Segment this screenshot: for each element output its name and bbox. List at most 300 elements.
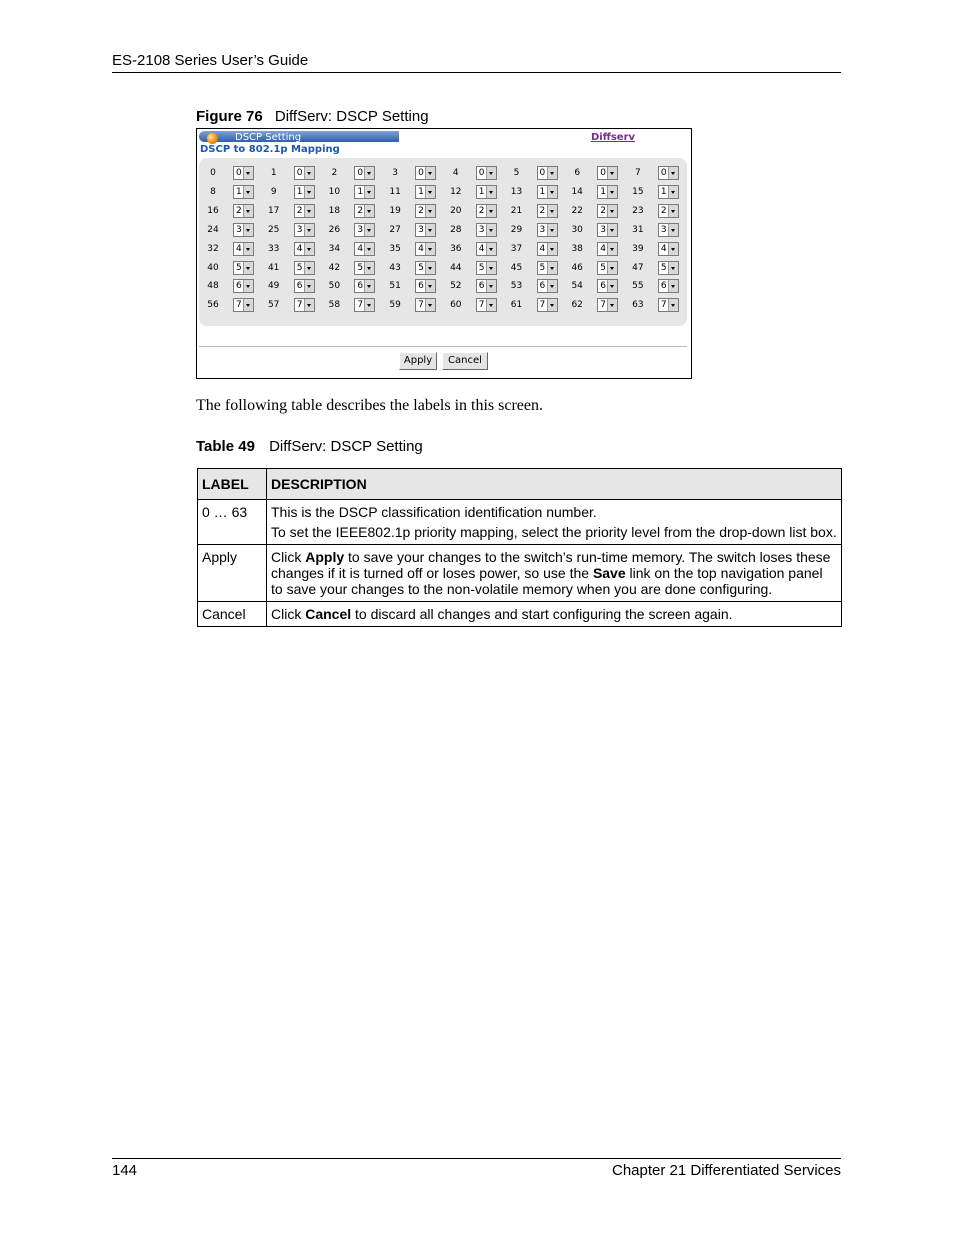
chevron-down-icon[interactable] [364,280,374,292]
dscp-number: 0 [210,168,216,178]
chevron-down-icon[interactable] [547,205,557,217]
priority-value: 7 [600,300,606,311]
priority-select[interactable] [537,166,558,180]
dscp-number: 29 [510,224,523,235]
text: Click [271,549,306,565]
priority-value: 2 [357,205,364,216]
priority-select[interactable] [294,166,315,180]
priority-select[interactable] [476,166,497,180]
dscp-number: 47 [632,262,644,273]
priority-select[interactable] [415,279,436,293]
dscp-number: 54 [571,281,583,292]
priority-select[interactable] [415,298,436,312]
priority-value: 5 [357,262,364,273]
priority-select[interactable] [294,298,315,312]
dscp-number: 57 [267,300,280,311]
priority-select[interactable] [294,279,315,293]
running-header: ES-2108 Series User’s Guide [112,52,309,69]
dscp-number: 10 [328,186,341,197]
dscp-number: 2 [331,168,338,178]
chevron-down-icon[interactable] [243,243,253,255]
chevron-down-icon[interactable] [243,186,253,198]
priority-select[interactable] [597,204,618,218]
priority-select[interactable] [294,185,315,199]
priority-value: 6 [478,281,485,292]
dscp-number: 20 [450,205,462,216]
priority-select[interactable] [658,298,679,312]
chevron-down-icon[interactable] [425,243,435,255]
diffserv-link[interactable]: Diffserv [591,132,636,143]
chevron-down-icon[interactable] [486,186,496,198]
priority-select[interactable] [233,242,254,256]
priority-value: 0 [539,168,546,178]
chevron-down-icon[interactable] [243,224,253,236]
priority-value: 7 [660,300,667,311]
intro-paragraph: The following table describes the labels in this screen. [196,397,544,414]
dscp-number: 63 [632,300,644,311]
dscp-number: 21 [510,205,523,216]
priority-value: 5 [660,262,667,273]
chevron-down-icon[interactable] [668,299,678,311]
priority-value: 3 [478,224,485,235]
table-row [198,500,842,545]
chevron-down-icon[interactable] [243,280,253,292]
priority-value: 3 [357,224,364,235]
priority-value: 6 [418,281,424,292]
chevron-down-icon[interactable] [364,186,374,198]
dscp-number: 44 [450,262,462,273]
priority-value: 7 [418,300,424,311]
priority-select[interactable] [476,261,497,275]
dscp-number: 32 [207,243,219,254]
chevron-down-icon[interactable] [668,243,678,255]
dscp-number: 1 [270,168,277,178]
priority-value: 1 [418,186,424,197]
dscp-number: 60 [450,300,462,311]
dscp-number: 19 [389,205,401,216]
row-label: Cancel [198,602,267,627]
priority-value: 4 [600,243,606,254]
dscp-number: 40 [207,262,219,273]
chevron-down-icon[interactable] [304,280,314,292]
priority-select[interactable] [294,242,315,256]
priority-value: 7 [357,300,364,311]
chevron-down-icon[interactable] [304,224,314,236]
priority-value: 1 [600,186,606,197]
dscp-number: 3 [392,168,398,178]
priority-value: 7 [478,300,485,311]
priority-select[interactable] [294,223,315,237]
chevron-down-icon[interactable] [607,280,617,292]
dscp-number: 39 [632,243,644,254]
priority-select[interactable] [294,261,315,275]
dscp-number: 36 [450,243,462,254]
chevron-down-icon[interactable] [364,243,374,255]
priority-select[interactable] [354,223,375,237]
table-row [198,545,842,602]
priority-select[interactable] [476,279,497,293]
chevron-down-icon[interactable] [668,262,678,274]
priority-value: 2 [660,205,667,216]
chevron-down-icon[interactable] [304,167,314,179]
chevron-down-icon[interactable] [486,280,496,292]
priority-value: 2 [236,205,242,216]
chevron-down-icon[interactable] [668,205,678,217]
priority-select[interactable] [597,279,618,293]
footer-rule [112,1158,841,1159]
priority-select[interactable] [658,261,679,275]
priority-value: 5 [600,262,606,273]
dscp-number: 35 [389,243,401,254]
chevron-down-icon[interactable] [547,280,557,292]
chevron-down-icon[interactable] [607,205,617,217]
priority-select[interactable] [658,166,679,180]
priority-value: 2 [418,205,424,216]
priority-select[interactable] [354,204,375,218]
priority-select[interactable] [233,279,254,293]
priority-value: 4 [478,243,485,254]
priority-select[interactable] [233,185,254,199]
table-row [198,602,842,627]
chevron-down-icon[interactable] [304,243,314,255]
priority-value: 6 [357,281,364,292]
priority-value: 5 [539,262,546,273]
priority-value: 5 [296,262,303,273]
dscp-number: 14 [571,186,583,197]
bold-term: Save [592,565,626,581]
chevron-down-icon[interactable] [243,299,253,311]
chevron-down-icon[interactable] [425,299,435,311]
chevron-down-icon[interactable] [668,224,678,236]
chevron-down-icon[interactable] [547,262,557,274]
priority-select[interactable] [233,298,254,312]
dscp-number: 23 [632,205,644,216]
chevron-down-icon[interactable] [304,205,314,217]
dscp-number: 34 [328,243,341,254]
priority-select[interactable] [354,279,375,293]
chevron-down-icon[interactable] [364,167,374,179]
dscp-number: 18 [328,205,341,216]
dscp-number: 15 [632,186,644,197]
priority-value: 4 [357,243,364,254]
priority-select[interactable] [658,223,679,237]
tab-title: DSCP Setting [235,132,302,143]
priority-value: 0 [236,168,242,178]
text: to save your changes to the switch’s run-time memory. The switch loses these changes if it is turned off or loses power, so use the [271,549,831,581]
priority-value: 2 [296,205,303,216]
priority-select[interactable] [354,261,375,275]
chevron-down-icon[interactable] [547,186,557,198]
priority-select[interactable] [233,166,254,180]
dscp-number: 17 [267,205,280,216]
priority-select[interactable] [658,242,679,256]
chevron-down-icon[interactable] [547,243,557,255]
dscp-number: 59 [389,300,401,311]
priority-value: 7 [539,300,546,311]
dscp-number: 9 [270,186,277,197]
page-number: 144 [112,1162,138,1179]
priority-select[interactable] [658,279,679,293]
priority-select[interactable] [476,185,497,199]
description-column-header: DESCRIPTION [267,469,842,500]
table-label: Table 49 [196,438,255,455]
screen-subtitle: DSCP to 802.1p Mapping [200,144,340,155]
chevron-down-icon[interactable] [607,186,617,198]
priority-select[interactable] [415,261,436,275]
priority-value: 1 [296,186,303,197]
text: link on the top navigation panel to save your changes to the non-volatile memory when you are done configuring. [271,565,823,597]
priority-value: 1 [357,186,364,197]
dscp-number: 31 [632,224,644,235]
chevron-down-icon[interactable] [425,186,435,198]
priority-value: 6 [296,281,303,292]
priority-select[interactable] [537,223,558,237]
chevron-down-icon[interactable] [425,262,435,274]
chevron-down-icon[interactable] [364,224,374,236]
header-rule [112,72,841,73]
priority-select[interactable] [233,204,254,218]
dscp-number: 33 [267,243,280,254]
priority-select[interactable] [354,298,375,312]
dscp-number: 48 [207,281,219,292]
row-label: 0 … 63 [198,500,267,545]
chevron-down-icon[interactable] [364,299,374,311]
priority-value: 5 [478,262,485,273]
priority-select[interactable] [597,298,618,312]
chevron-down-icon[interactable] [364,205,374,217]
priority-select[interactable] [233,223,254,237]
dscp-number: 46 [571,262,583,273]
dscp-number: 28 [450,224,462,235]
priority-select[interactable] [597,185,618,199]
priority-value: 0 [296,168,303,178]
chevron-down-icon[interactable] [243,262,253,274]
priority-value: 5 [236,262,242,273]
priority-value: 5 [418,262,424,273]
priority-select[interactable] [537,261,558,275]
priority-value: 0 [357,168,364,178]
priority-value: 7 [296,300,303,311]
row-description [267,545,842,602]
dscp-number: 58 [328,300,341,311]
row-label: Apply [198,545,267,602]
description-line: To set the IEEE802.1p priority mapping, select the priority level from the drop-down list box. [271,524,837,540]
chevron-down-icon[interactable] [425,205,435,217]
chevron-down-icon[interactable] [607,167,617,179]
dscp-number: 37 [510,243,523,254]
dscp-number: 16 [207,205,219,216]
dscp-number: 6 [574,168,581,178]
chevron-down-icon[interactable] [425,280,435,292]
chevron-down-icon[interactable] [304,186,314,198]
priority-value: 0 [418,168,424,178]
priority-select[interactable] [597,242,618,256]
priority-select[interactable] [597,223,618,237]
priority-value: 2 [478,205,485,216]
description-line: This is the DSCP classification identification number. [271,504,597,520]
dscp-number: 42 [328,262,341,273]
dscp-number: 53 [510,281,523,292]
priority-value: 3 [660,224,667,235]
priority-select[interactable] [597,166,618,180]
priority-select[interactable] [537,279,558,293]
chevron-down-icon[interactable] [243,205,253,217]
priority-select[interactable] [294,204,315,218]
priority-value: 4 [418,243,424,254]
chevron-down-icon[interactable] [547,224,557,236]
table-caption [196,438,423,455]
priority-value: 0 [600,168,606,178]
priority-value: 4 [660,243,667,254]
dscp-number: 61 [510,300,523,311]
priority-select[interactable] [415,166,436,180]
table-header-row [198,469,842,500]
chevron-down-icon[interactable] [486,224,496,236]
priority-value: 2 [600,205,606,216]
dscp-number: 51 [389,281,401,292]
chevron-down-icon[interactable] [486,299,496,311]
dscp-number: 41 [267,262,280,273]
chevron-down-icon[interactable] [607,224,617,236]
mapping-grid [199,158,687,326]
chevron-down-icon[interactable] [607,299,617,311]
dscp-setting-screen [196,128,692,379]
figure-caption [196,108,429,125]
dscp-number: 50 [328,281,341,292]
priority-value: 6 [600,281,606,292]
figure-title: DiffServ: DSCP Setting [274,108,429,125]
priority-select[interactable] [537,242,558,256]
priority-select[interactable] [537,298,558,312]
text: Click [271,606,306,622]
dscp-number: 26 [328,224,341,235]
row-description [267,500,842,545]
table-title: DiffServ: DSCP Setting [269,438,423,455]
priority-value: 6 [236,281,242,292]
priority-select[interactable] [537,185,558,199]
row-description [267,602,842,627]
priority-value: 0 [660,168,667,178]
priority-value: 1 [236,186,242,197]
dscp-number: 49 [267,281,280,292]
dscp-number: 38 [571,243,583,254]
priority-value: 0 [478,168,485,178]
priority-value: 3 [539,224,546,235]
priority-select[interactable] [476,298,497,312]
dscp-number: 22 [571,205,583,216]
chevron-down-icon[interactable] [547,167,557,179]
bold-term: Apply [305,549,345,565]
chevron-down-icon[interactable] [486,167,496,179]
dscp-number: 56 [207,300,219,311]
priority-select[interactable] [354,242,375,256]
chevron-down-icon[interactable] [668,186,678,198]
priority-select[interactable] [415,223,436,237]
chevron-down-icon[interactable] [607,262,617,274]
priority-select[interactable] [476,223,497,237]
dscp-number: 8 [210,186,216,197]
priority-value: 3 [296,224,303,235]
figure-label: Figure 76 [196,108,263,125]
screen-divider [199,346,687,347]
dscp-number: 7 [635,168,641,178]
dscp-number: 5 [513,168,520,178]
chevron-down-icon[interactable] [425,224,435,236]
orb-icon [207,133,218,144]
priority-select[interactable] [354,166,375,180]
priority-select[interactable] [415,204,436,218]
priority-value: 6 [660,281,667,292]
chevron-down-icon[interactable] [304,299,314,311]
screen-tab [199,131,399,142]
chevron-down-icon[interactable] [668,280,678,292]
priority-select[interactable] [597,261,618,275]
priority-value: 3 [600,224,606,235]
dscp-number: 24 [207,224,219,235]
chevron-down-icon[interactable] [486,262,496,274]
priority-select[interactable] [233,261,254,275]
priority-value: 1 [539,186,546,197]
priority-value: 1 [478,186,485,197]
dscp-number: 13 [510,186,523,197]
chevron-down-icon[interactable] [486,205,496,217]
chevron-down-icon[interactable] [486,243,496,255]
dscp-number: 45 [510,262,523,273]
priority-select[interactable] [537,204,558,218]
description-table [197,468,842,627]
dscp-number: 12 [450,186,462,197]
priority-value: 3 [236,224,242,235]
priority-value: 7 [236,300,242,311]
dscp-number: 27 [389,224,401,235]
priority-value: 3 [418,224,424,235]
chevron-down-icon[interactable] [243,167,253,179]
chapter-title: Chapter 21 Differentiated Services [611,1162,841,1179]
priority-value: 4 [539,243,546,254]
chevron-down-icon[interactable] [304,262,314,274]
bold-term: Cancel [305,606,352,622]
priority-select[interactable] [354,185,375,199]
dscp-number: 11 [389,186,401,197]
dscp-number: 43 [389,262,401,273]
priority-value: 2 [539,205,546,216]
priority-select[interactable] [415,185,436,199]
priority-select[interactable] [476,204,497,218]
cancel-button[interactable]: Cancel [442,352,488,370]
dscp-number: 30 [571,224,583,235]
priority-select[interactable] [658,204,679,218]
chevron-down-icon[interactable] [547,299,557,311]
dscp-number: 62 [571,300,583,311]
label-column-header: LABEL [198,469,267,500]
chevron-down-icon[interactable] [607,243,617,255]
priority-select[interactable] [415,242,436,256]
dscp-number: 52 [450,281,462,292]
priority-select[interactable] [658,185,679,199]
dscp-number: 25 [267,224,280,235]
dscp-number: 4 [452,168,459,178]
priority-value: 6 [539,281,546,292]
priority-value: 4 [236,243,242,254]
priority-value: 4 [296,243,303,254]
apply-button[interactable]: Apply [399,352,437,370]
chevron-down-icon[interactable] [425,167,435,179]
chevron-down-icon[interactable] [364,262,374,274]
chevron-down-icon[interactable] [668,167,678,179]
priority-select[interactable] [476,242,497,256]
text: to discard all changes and start configuring the screen again. [351,606,733,622]
dscp-number: 55 [632,281,644,292]
